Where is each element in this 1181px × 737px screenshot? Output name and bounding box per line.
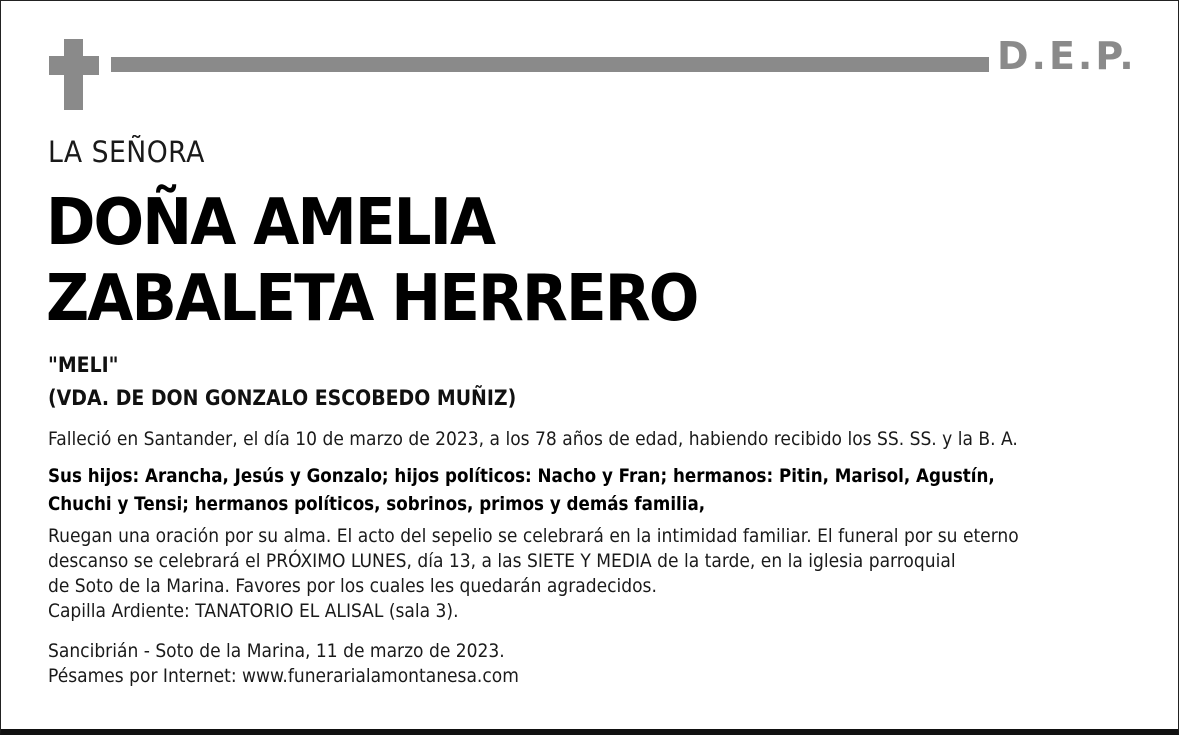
closing: [48, 639, 1074, 689]
dep-label: D.E.P.: [997, 34, 1137, 78]
honorific: LA SEÑORA: [48, 135, 205, 169]
death-notice: [48, 427, 1074, 452]
prayer-line2: descanso se celebrará el PRÓXIMO LUNES, día 13, a las SIETE Y MEDIA de la tarde, en la iglesia parroquial: [48, 550, 956, 572]
deceased-name-line2: ZABALETA HERRERO: [46, 262, 698, 336]
widow-of: (VDA. DE DON GONZALO ESCOBEDO MUÑIZ): [48, 386, 517, 410]
cross-icon-horizontal: [49, 56, 99, 75]
family-line1: Sus hijos: Arancha, Jesús y Gonzalo; hijos políticos: Nacho y Fran; hermanos: Pitin, Marisol, Agustín,: [48, 465, 995, 487]
deceased-name-line1: DOÑA AMELIA: [46, 186, 495, 260]
chapel-line: Capilla Ardiente: TANATORIO EL ALISAL (sala 3).: [48, 600, 459, 622]
nickname: "MELI": [48, 353, 119, 377]
death-notice-text: Falleció en Santander, el día 10 de marzo de 2023, a los 78 años de edad, habiendo recibido los SS. SS. y la B. A.: [48, 428, 1018, 450]
service-details: [48, 524, 1074, 624]
prayer-line1: Ruegan una oración por su alma. El acto del sepelio se celebrará en la intimidad familiar. El funeral por su eterno: [48, 525, 1019, 547]
family-list: [48, 462, 1051, 518]
family-line2: Chuchi y Tensi; hermanos políticos, sobrinos, primos y demás familia,: [48, 493, 706, 515]
place-date: Sancibrián - Soto de la Marina, 11 de marzo de 2023.: [48, 640, 505, 662]
condolences-link: Pésames por Internet: www.funerarialamontanesa.com: [48, 665, 519, 687]
prayer-line3: de Soto de la Marina. Favores por los cuales les quedarán agradecidos.: [48, 575, 657, 597]
header-rule: [111, 57, 989, 72]
